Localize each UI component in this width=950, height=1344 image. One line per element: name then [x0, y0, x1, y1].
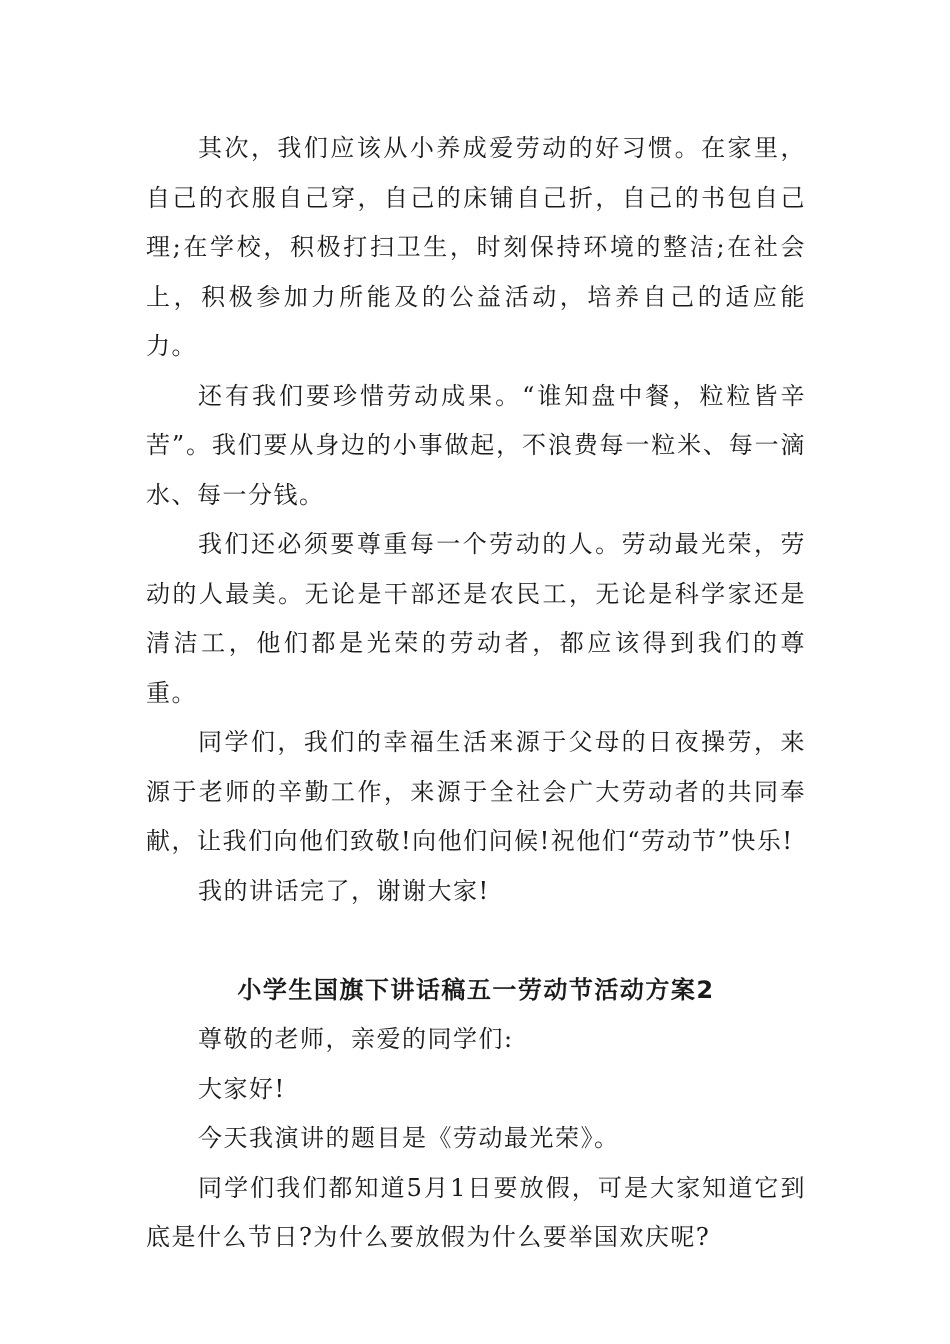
paragraph-respect-workers: 我们还必须要尊重每一个劳动的人。劳动最光荣，劳动的人最美。无论是干部还是农民工，无论是科学家还是清洁工，他们都是光荣的劳动者，都应该得到我们的尊重。	[146, 530, 806, 707]
section-title: 小学生国旗下讲话稿五一劳动节活动方案2	[237, 975, 715, 1004]
paragraph-greeting: 大家好!	[198, 1074, 286, 1103]
paragraph-diligent-habits: 其次，我们应该从小养成爱劳动的好习惯。在家里，自己的衣服自己穿，自己的床铺自己折，自己的书包自己理;在学校，积极打扫卫生，时刻保持环境的整洁;在社会上，积极参加力所能及的公益活动，培养自己的适应能力。	[146, 134, 806, 360]
paragraph-cherish-results: 还有我们要珍惜劳动成果。“谁知盘中餐，粒粒皆辛苦”。我们要从身边的小事做起，不浪费每一粒米、每一滴水、每一分钱。	[146, 381, 806, 509]
paragraph-question: 同学们我们都知道5月1日要放假，可是大家知道它到底是什么节日?为什么要放假为什么要举国欢庆呢?	[146, 1173, 806, 1251]
section-spacer	[146, 916, 806, 966]
paragraph-topic: 今天我演讲的题目是《劳动最光荣》。	[198, 1124, 620, 1152]
paragraph-salutation: 尊敬的老师，亲爱的同学们:	[198, 1025, 514, 1053]
paragraph-gratitude: 同学们，我们的幸福生活来源于父母的日夜操劳，来源于老师的辛勤工作，来源于全社会广大劳动者的共同奉献，让我们向他们致敬!向他们问候!祝他们“劳动节”快乐!	[146, 728, 806, 855]
document-page	[146, 124, 806, 1263]
paragraph-closing: 我的讲话完了，谢谢大家!	[198, 876, 490, 905]
